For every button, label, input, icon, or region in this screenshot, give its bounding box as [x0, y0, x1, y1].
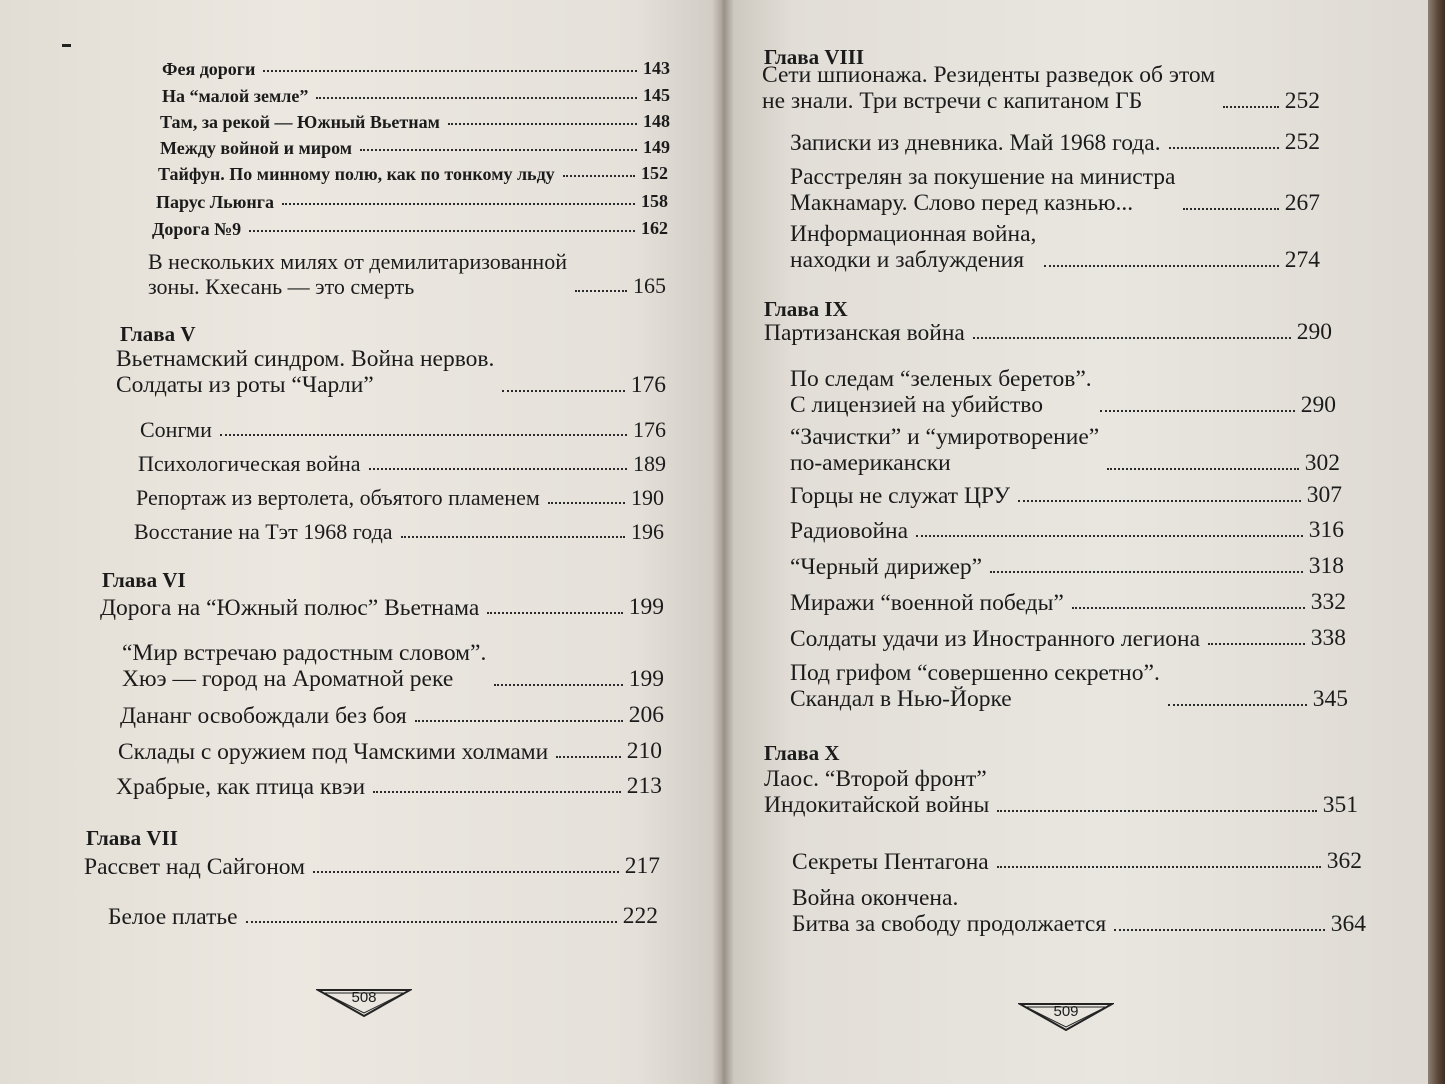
- entry-page: 338: [1310, 625, 1346, 651]
- entry-page: 162: [641, 218, 668, 238]
- entry-title: Репортаж из вертолета, объятого пламенем: [136, 485, 540, 511]
- toc-entry: [790, 482, 1342, 509]
- leader-dots: [1072, 607, 1305, 609]
- chapter-title-entry: [764, 766, 1358, 819]
- page-edge: [1428, 0, 1445, 1084]
- chapter-page: 176: [630, 371, 666, 398]
- chapter-heading: Глава VIII: [764, 45, 865, 69]
- toc-entry: [160, 111, 670, 132]
- chapter-title: Партизанская война: [764, 319, 965, 346]
- entry-title: Фея дороги: [162, 58, 256, 79]
- entry-title: Психологическая война: [138, 451, 361, 477]
- entry-page: 149: [643, 137, 670, 157]
- page-number-text: 508: [351, 989, 377, 1006]
- book-gutter: [712, 0, 734, 1084]
- toc-entry: [160, 137, 670, 158]
- page-number: [316, 988, 412, 1018]
- leader-dots: [249, 230, 635, 232]
- entry-page: 145: [643, 85, 670, 105]
- entry-page: 158: [641, 191, 668, 211]
- entry-title: Записки из дневника. Май 1968 года.: [790, 129, 1161, 156]
- entry-page: 345: [1312, 685, 1348, 712]
- chapter-page: 217: [624, 853, 660, 879]
- page-number: [1018, 1002, 1114, 1032]
- leader-dots: [220, 434, 627, 436]
- chapter-title-entry: [100, 594, 664, 621]
- toc-entry: [108, 903, 658, 930]
- toc-entry: [790, 625, 1346, 652]
- toc-entry: [790, 424, 1340, 477]
- toc-entry: [120, 702, 664, 729]
- chapter-title: Рассвет над Сайгоном: [84, 853, 305, 880]
- left-page: [0, 0, 722, 1084]
- leader-dots: [997, 866, 1321, 868]
- leader-dots: [487, 612, 622, 614]
- entry-title: Склады с оружием под Чамскими холмами: [118, 738, 549, 765]
- entry-page: 362: [1326, 848, 1362, 874]
- chapter-title-entry: [116, 346, 666, 399]
- leader-dots: [373, 791, 621, 793]
- toc-entry: [790, 660, 1348, 713]
- entry-title: “Мир встречаю радостным словом”. Хюэ — город на Ароматной реке: [122, 640, 487, 693]
- chapter-heading: Глава X: [764, 741, 840, 765]
- right-page: [722, 0, 1428, 1084]
- entry-page: 206: [628, 702, 664, 728]
- entry-title: Миражи “военной победы”: [790, 589, 1064, 616]
- entry-title: Солдаты удачи из Иностранного легиона: [790, 625, 1201, 652]
- toc-entry: [118, 738, 662, 765]
- entry-page: 316: [1308, 517, 1344, 543]
- leader-dots: [246, 921, 617, 923]
- toc-entry: [138, 451, 666, 477]
- entry-title: Там, за рекой — Южный Вьетнам: [160, 111, 440, 132]
- toc-entry: [790, 517, 1344, 544]
- chapter-title: Дорога на “Южный полюс” Вьетнама: [100, 594, 480, 621]
- leader-dots: [990, 571, 1303, 573]
- entry-title: Белое платье: [108, 903, 238, 930]
- entry-page: 196: [631, 519, 664, 544]
- entry-page: 152: [641, 163, 668, 183]
- entry-title: Между войной и миром: [160, 137, 353, 158]
- entry-title: “Черный дирижер”: [790, 553, 983, 580]
- leader-dots: [575, 290, 627, 292]
- leader-dots: [1018, 500, 1301, 502]
- entry-page: 302: [1304, 449, 1340, 476]
- toc-entry: [790, 129, 1320, 156]
- chapter-title: Сети шпионажа. Резиденты разведок об этом не знали. Три встречи с капитаном ГБ: [762, 62, 1216, 115]
- leader-dots: [916, 535, 1303, 537]
- toc-entry: [790, 164, 1320, 217]
- entry-page: 148: [643, 111, 670, 131]
- leader-dots: [448, 123, 637, 125]
- entry-title: Горцы не служат ЦРУ: [790, 482, 1011, 509]
- toc-entry: [790, 221, 1320, 274]
- toc-entry: [134, 519, 664, 545]
- leader-dots: [502, 390, 624, 392]
- toc-entry: [790, 553, 1344, 580]
- entry-page: 143: [643, 58, 670, 78]
- leader-dots: [1168, 704, 1307, 706]
- entry-page: 252: [1284, 129, 1320, 155]
- chapter-title-entry: [764, 319, 1332, 346]
- entry-title: Расстрелян за покушение на министра Макнамару. Слово перед казнью...: [790, 164, 1176, 217]
- chapter-page: 252: [1284, 87, 1320, 114]
- leader-dots: [1208, 643, 1305, 645]
- toc-entry: [792, 885, 1366, 938]
- toc-entry: [140, 417, 666, 443]
- toc-entry: [136, 485, 664, 511]
- chapter-title: Лаос. “Второй фронт” Индокитайской войны: [764, 766, 990, 819]
- leader-dots: [1107, 468, 1299, 470]
- entry-page: 318: [1308, 553, 1344, 579]
- entry-title: Под грифом “совершенно секретно”. Скандал в Нью-Йорке: [790, 660, 1160, 713]
- entry-page: 307: [1306, 482, 1342, 508]
- leader-dots: [282, 203, 635, 205]
- leader-dots: [316, 97, 637, 99]
- chapter-heading: Глава VII: [86, 826, 178, 850]
- entry-title: Радиовойна: [790, 517, 909, 544]
- entry-page: 332: [1310, 589, 1346, 615]
- entry-page: 165: [633, 273, 666, 299]
- leader-dots: [369, 468, 627, 470]
- ink-mark: [62, 44, 71, 47]
- entry-title: Восстание на Тэт 1968 года: [134, 519, 393, 545]
- leader-dots: [997, 810, 1316, 812]
- entry-page: 176: [633, 417, 666, 442]
- chapter-heading: Глава IX: [764, 297, 848, 321]
- entry-page: 210: [626, 738, 662, 764]
- entry-title: По следам “зеленых беретов”. С лицензией на убийство: [790, 366, 1092, 419]
- chapter-title: Вьетнамский синдром. Война нервов. Солдаты из роты “Чарли”: [116, 346, 495, 399]
- entry-title: Храбрые, как птица квэи: [116, 773, 366, 800]
- entry-page: 189: [633, 451, 666, 476]
- entry-page: 290: [1300, 391, 1336, 418]
- toc-entry: [790, 589, 1346, 616]
- leader-dots: [973, 337, 1291, 339]
- entry-page: 222: [622, 903, 658, 929]
- entry-title: Война окончена. Битва за свободу продолжается: [792, 885, 1107, 938]
- chapter-title-entry: [84, 853, 660, 880]
- leader-dots: [415, 720, 623, 722]
- chapter-heading: Глава VI: [102, 568, 186, 592]
- toc-entry: [116, 773, 662, 800]
- entry-title: “Зачистки” и “умиротворение” по-американски: [790, 424, 1100, 477]
- leader-dots: [563, 175, 635, 177]
- entry-page: 364: [1330, 910, 1366, 937]
- entry-title: Секреты Пентагона: [792, 848, 989, 875]
- leader-dots: [313, 871, 619, 873]
- toc-entry: [162, 85, 670, 106]
- leader-dots: [360, 149, 637, 151]
- entry-title: Информационная война, находки и заблуждения: [790, 221, 1037, 274]
- entry-page: 190: [631, 485, 664, 510]
- toc-entry: [792, 848, 1362, 875]
- chapter-title-entry: [762, 62, 1320, 115]
- entry-title: Дананг освобождали без боя: [120, 702, 407, 729]
- chapter-page: 351: [1322, 791, 1358, 818]
- toc-entry: [152, 218, 668, 239]
- leader-dots: [1183, 208, 1278, 210]
- leader-dots: [401, 536, 625, 538]
- leader-dots: [1169, 147, 1279, 149]
- chapter-heading: Глава V: [120, 322, 196, 346]
- entry-title: Дорога №9: [152, 218, 242, 239]
- entry-page: 274: [1284, 246, 1320, 273]
- toc-entry: [790, 366, 1336, 419]
- leader-dots: [548, 502, 625, 504]
- leader-dots: [1100, 410, 1295, 412]
- toc-entry: [148, 250, 666, 299]
- leader-dots: [1044, 265, 1278, 267]
- entry-title: На “малой земле”: [162, 85, 309, 106]
- entry-title: Парус Льюнга: [156, 191, 274, 212]
- leader-dots: [263, 70, 637, 72]
- toc-entry: [122, 640, 664, 693]
- leader-dots: [1114, 929, 1325, 931]
- chapter-page: 290: [1296, 319, 1332, 345]
- entry-title: Тайфун. По минному полю, как по тонкому льду: [158, 163, 555, 184]
- entry-page: 267: [1284, 189, 1320, 216]
- leader-dots: [556, 756, 621, 758]
- page-number-text: 509: [1053, 1003, 1079, 1020]
- entry-page: 199: [628, 665, 664, 692]
- leader-dots: [1223, 106, 1279, 108]
- entry-title: В нескольких милях от демилитаризованной зоны. Кхесань — это смерть: [148, 249, 567, 299]
- chapter-page: 199: [628, 594, 664, 620]
- leader-dots: [494, 684, 622, 686]
- toc-entry: [158, 163, 668, 184]
- toc-entry: [156, 191, 668, 212]
- entry-page: 213: [626, 773, 662, 799]
- entry-title: Сонгми: [140, 417, 212, 443]
- toc-entry: [162, 58, 670, 79]
